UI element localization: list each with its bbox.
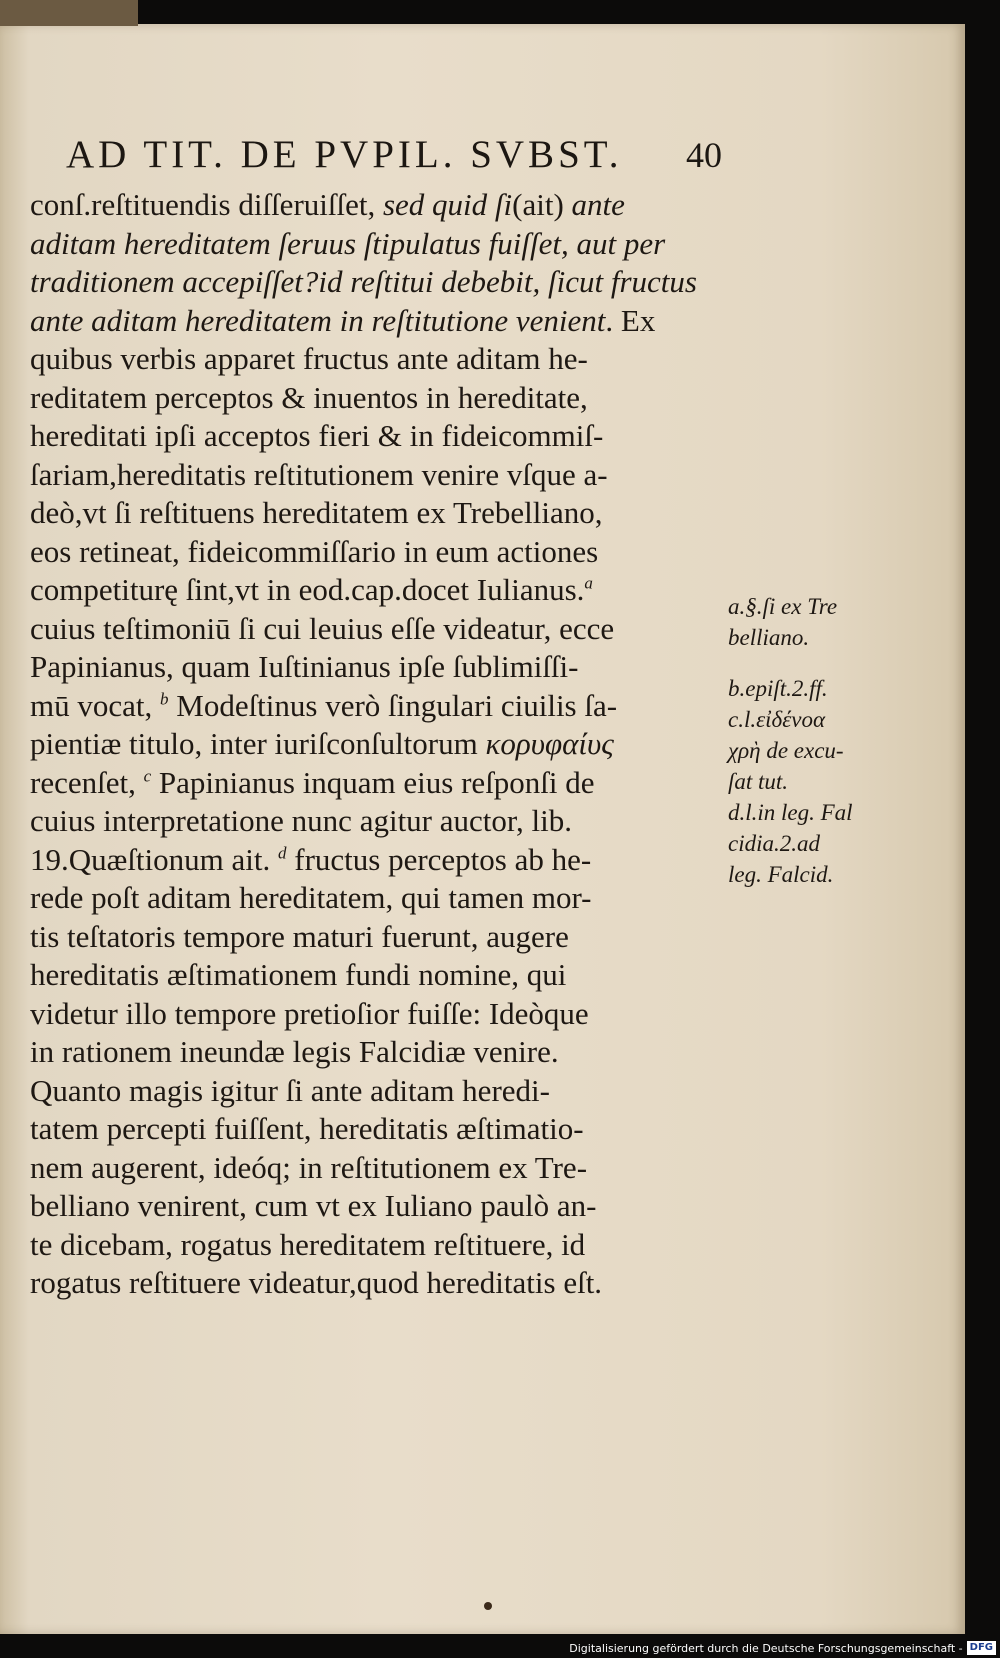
- margin-note-d-line: cidia.2.ad: [728, 831, 820, 856]
- italic-quotation: aditam hereditatem ſeruus ſtipulatus fuiſſet, aut per: [30, 225, 666, 261]
- text-line: [30, 648, 730, 687]
- text-line: [30, 687, 730, 726]
- text-segment: tatem percepti fuiſſent, hereditatis æſtimatio-: [30, 1111, 584, 1146]
- text-segment: cuius interpretatione nunc agitur auctor, lib.: [30, 803, 572, 838]
- text-segment: Papinianus inquam eius reſponſi de: [151, 764, 595, 800]
- text-line: [30, 764, 730, 803]
- margin-note-a-line: a.§.ſi ex Tre: [728, 594, 838, 619]
- text-line: [30, 918, 730, 957]
- text-line: [30, 1264, 730, 1303]
- text-line: [30, 1033, 730, 1072]
- text-line: [30, 956, 730, 995]
- text-segment: ſariam,hereditatis reſtitutionem venire vſque a-: [30, 456, 608, 492]
- text-line: [30, 1072, 730, 1111]
- text-line: [30, 494, 730, 533]
- text-segment: cuius teſtimoniū ſi cui leuius eſſe videatur, ecce: [30, 610, 615, 646]
- text-line: [30, 186, 730, 225]
- margin-note-b-line: c.l.εἰδένοα: [728, 707, 826, 732]
- text-segment: tis teſtatoris tempore maturi fuerunt, augere: [30, 918, 569, 954]
- text-segment: mū vocat,: [30, 687, 160, 723]
- text-segment: rede poſt aditam hereditatem, qui tamen mor-: [30, 880, 592, 915]
- margin-note-b-line: χρὴ de excu-: [728, 738, 844, 763]
- text-line: [30, 379, 730, 418]
- text-segment: rogatus reſtituere videatur,quod hereditatis eſt.: [30, 1265, 603, 1300]
- text-line: [30, 302, 730, 341]
- text-segment: Papinianus, quam Iuſtinianus ipſe ſublimiſſi-: [30, 649, 579, 684]
- margin-note-d-line: d.l.in leg. Fal: [728, 800, 853, 825]
- book-page: [0, 24, 965, 1634]
- text-line: [30, 995, 730, 1034]
- text-line: [30, 802, 730, 841]
- text-segment: Quanto magis igitur ſi ante aditam heredi-: [30, 1072, 550, 1108]
- page-ornament: [484, 1602, 492, 1610]
- text-segment: quibus verbis apparet fructus ante aditam he-: [30, 341, 588, 376]
- scan-edge: [0, 0, 138, 26]
- text-segment: in rationem ineundæ legis Falcidiæ venire.: [30, 1034, 559, 1069]
- footnote-marker: b: [160, 689, 169, 709]
- margin-note-a-line: belliano.: [728, 625, 810, 650]
- text-segment: Modeſtinus verò ſingulari ciuilis ſa-: [168, 687, 618, 723]
- text-line: [30, 571, 730, 610]
- text-line: [30, 417, 730, 456]
- footnote-marker: a: [584, 573, 593, 593]
- text-segment: 19.Quæſtionum ait.: [30, 841, 278, 877]
- text-segment: conſ.reſtituendis diſſeruiſſet,: [30, 187, 383, 222]
- margin-note-b-line: b.epiſt.2.ff.: [728, 676, 828, 701]
- italic-quotation: sed quid ſi: [382, 187, 513, 222]
- running-title: AD TIT. DE PVPIL. SVBST.: [66, 133, 623, 176]
- text-line: [30, 1149, 730, 1188]
- footnote-marker: c: [143, 766, 152, 786]
- text-line: [30, 340, 730, 379]
- text-line: [30, 533, 730, 572]
- italic-quotation: κορυφαίυς: [485, 726, 614, 761]
- text-segment: pientiæ titulo, inter iuriſconſultorum: [30, 726, 486, 761]
- text-segment: hereditatis æſtimationem fundi nomine, qui: [30, 957, 567, 992]
- dfg-logo-icon: DFG: [967, 1641, 996, 1655]
- text-line: [30, 1110, 730, 1149]
- text-line: [30, 610, 730, 649]
- text-segment: competiturę ſint,vt in eod.cap.docet Iulianus.: [30, 572, 585, 607]
- text-segment: fructus perceptos ab he-: [286, 841, 592, 877]
- running-header: [66, 132, 726, 177]
- text-line: [30, 263, 730, 302]
- text-line: [30, 841, 730, 880]
- text-line: [30, 1187, 730, 1226]
- text-line: [30, 456, 730, 495]
- text-segment: nem augerent, ideóq; in reſtitutionem ex Tre-: [30, 1149, 588, 1185]
- text-segment: recenſet,: [30, 764, 144, 800]
- italic-quotation: traditionem accepiſſet?id reſtitui debebit, ſicut fructus: [30, 264, 697, 299]
- italic-quotation: ante aditam hereditatem in reſtitutione venient: [30, 302, 606, 338]
- text-segment: reditatem perceptos & inuentos in hereditate,: [30, 379, 588, 415]
- page-number: 40: [686, 135, 722, 175]
- text-segment: te dicebam, rogatus hereditatem reſtituere, id: [30, 1226, 586, 1262]
- text-line: [30, 725, 730, 764]
- main-text-block: [30, 186, 730, 1303]
- text-segment: deò,vt ſi reſtituens hereditatem ex Trebelliano,: [30, 495, 603, 530]
- text-segment: videtur illo tempore pretioſior fuiſſe: Ideòque: [30, 995, 589, 1031]
- text-segment: belliano venirent, cum vt ex Iuliano paulò an-: [30, 1188, 597, 1223]
- text-segment: . Ex: [605, 302, 656, 338]
- text-line: [30, 1226, 730, 1265]
- text-segment: (ait): [512, 187, 572, 222]
- margin-notes: [728, 591, 888, 890]
- digitization-footer: [569, 1640, 996, 1656]
- text-line: [30, 225, 730, 264]
- footnote-marker: d: [278, 843, 287, 863]
- text-segment: hereditati ipſi acceptos fieri & in fideicommiſ-: [30, 418, 604, 453]
- margin-note-d-line: leg. Falcid.: [728, 862, 834, 887]
- text-segment: eos retineat, fideicommiſſario in eum actiones: [30, 533, 599, 569]
- margin-note-b-line: ſat tut.: [728, 769, 789, 794]
- footer-credit: Digitalisierung gefördert durch die Deutsche Forschungsgemeinschaft -: [569, 1641, 963, 1655]
- text-line: [30, 879, 730, 918]
- italic-quotation: ante: [571, 187, 625, 222]
